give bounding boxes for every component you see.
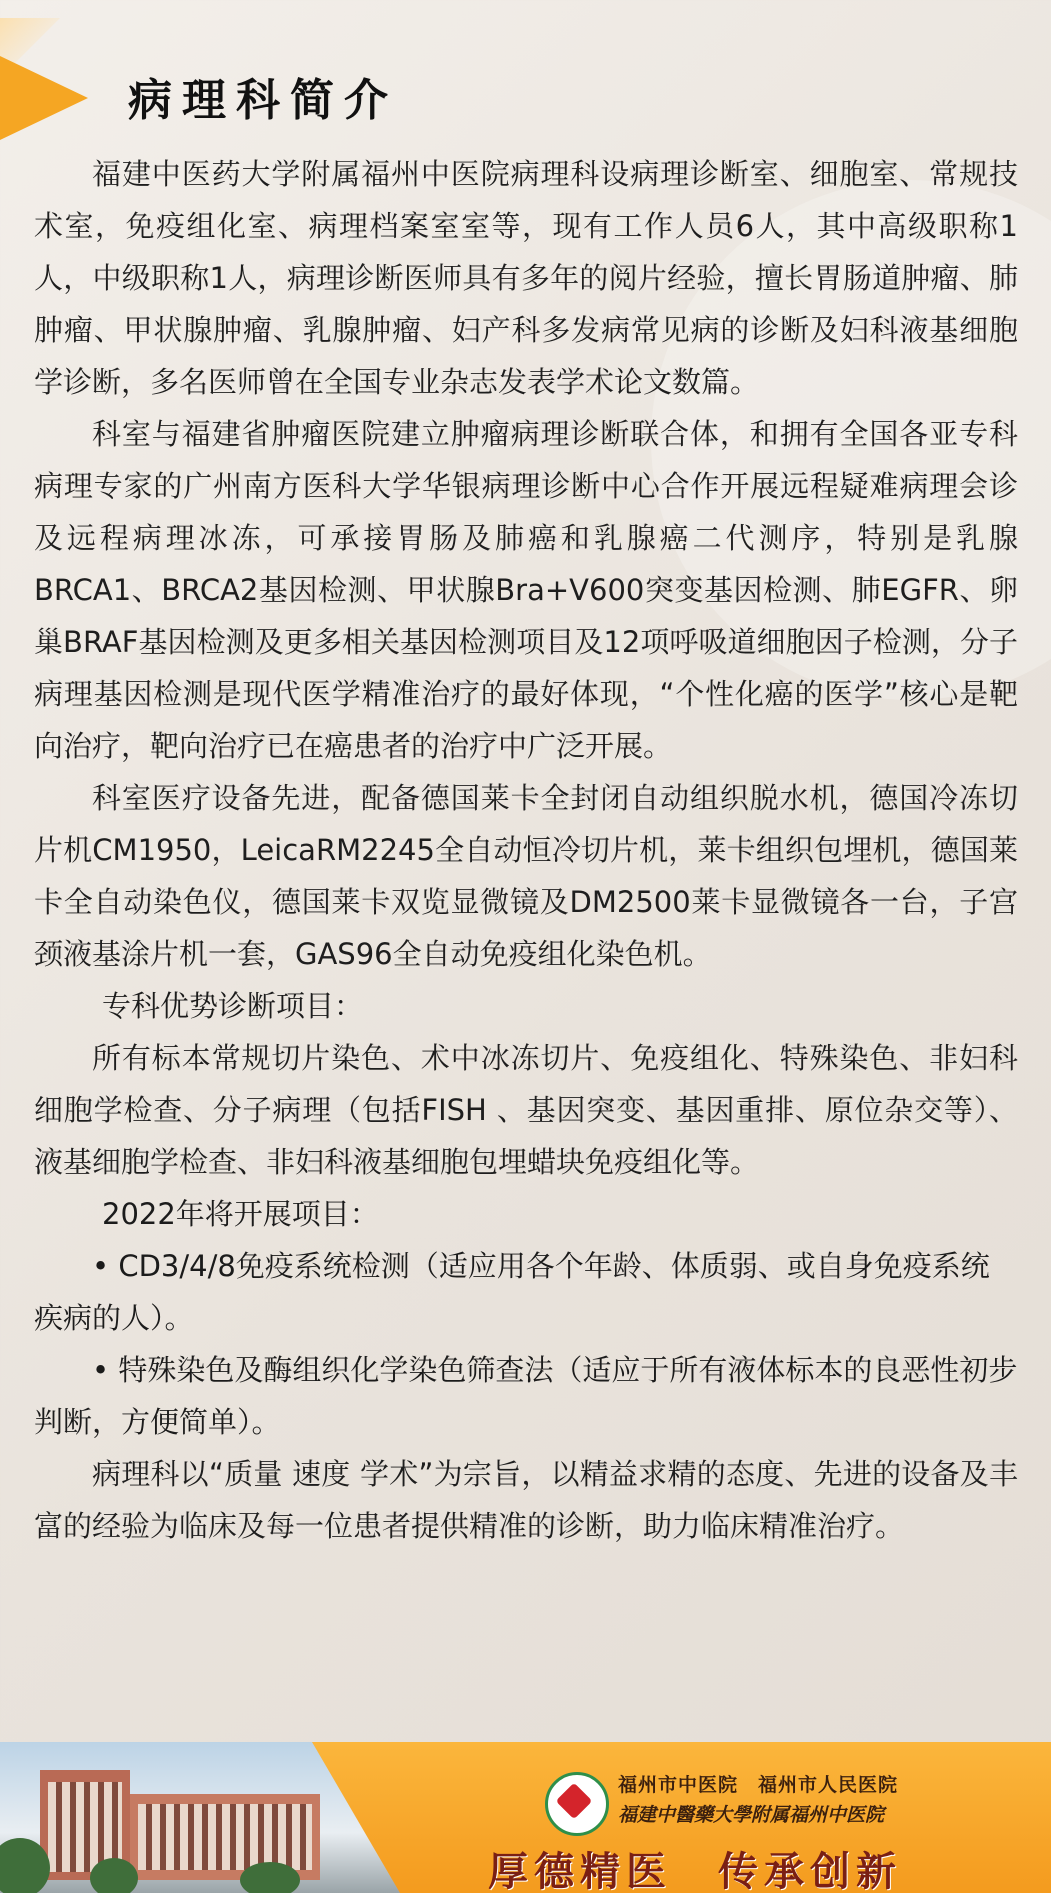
footer-banner: [0, 1742, 1051, 1893]
plan-item: • 特殊染色及酶组织化学染色筛查法（适应于所有液体标本的良恶性初步判断，方便简单）。: [34, 1353, 1018, 1439]
title-arrow-icon: [0, 56, 88, 140]
cooperation-paragraph: 科室与福建省肿瘤医院建立肿瘤病理诊断联合体，和拥有全国各亚专科病理专家的广州南方医科大学华银病理诊断中心合作开展远程疑难病理会诊及远程病理冰冻，可承接胃肠及肺癌和乳腺癌二代测序，特别是乳腺BRCA1、BRCA2基因检测、甲状腺Bra+V600突变基因检测、肺EGFR、卵巢BRAF基因检测及更多相关基因检测项目及12项呼吸道细胞因子检测，分子病理基因检测是现代医学精准治疗的最好体现，“个性化癌的医学”核心是靶向治疗，靶向治疗已在癌患者的治疗中广泛开展。: [34, 417, 1018, 763]
advantage-paragraph: 所有标本常规切片染色、术中冰冻切片、免疫组化、特殊染色、非妇科细胞学检查、分子病理（包括FISH 、基因突变、基因重排、原位杂交等）、液基细胞学检查、非妇科液基细胞包埋蜡块免疫组化等。: [34, 1041, 1018, 1179]
plan-item: • CD3/4/8免疫系统检测（适应用各个年龄、体质弱、或自身免疫系统疾病的人）。: [34, 1249, 990, 1335]
page-title: 病理科简介: [128, 75, 398, 126]
closing-paragraph: 病理科以“质量 速度 学术”为宗旨，以精益求精的态度、先进的设备及丰富的经验为临床及每一位患者提供精准的诊断，助力临床精准治疗。: [34, 1457, 1018, 1543]
footer-hospital-names: 福州市中医院 福州市人民医院: [618, 1774, 899, 1796]
footer-slogan: 厚德精医 传承创新: [488, 1848, 902, 1893]
advantage-heading: 专科优势诊断项目：: [102, 989, 364, 1023]
equipment-paragraph: 科室医疗设备先进，配备德国莱卡全封闭自动组织脱水机，德国冷冻切片机CM1950，LeicaRM2245全自动恒冷切片机，莱卡组织包埋机，德国莱卡全自动染色仪，德国莱卡双览显微镜及DM2500莱卡显微镜各一台，子宫颈液基涂片机一套，GAS96全自动免疫组化染色机。: [34, 781, 1018, 971]
intro-paragraph: 福建中医药大学附属福州中医院病理科设病理诊断室、细胞室、常规技术室，免疫组化室、病理档案室室等，现有工作人员6人，其中高级职称1人，中级职称1人，病理诊断医师具有多年的阅片经验，擅长胃肠道肿瘤、肺肿瘤、甲状腺肿瘤、乳腺肿瘤、妇产科多发病常见病的诊断及妇科液基细胞学诊断，多名医师曾在全国专业杂志发表学术论文数篇。: [34, 157, 1018, 399]
footer-affiliation: 福建中醫藥大學附属福州中医院: [618, 1804, 885, 1826]
plans-heading: 2022年将开展项目：: [102, 1197, 379, 1231]
hospital-building-image: [0, 1742, 400, 1893]
article-body: [34, 148, 1018, 1552]
hospital-logo-icon: [545, 1772, 609, 1836]
